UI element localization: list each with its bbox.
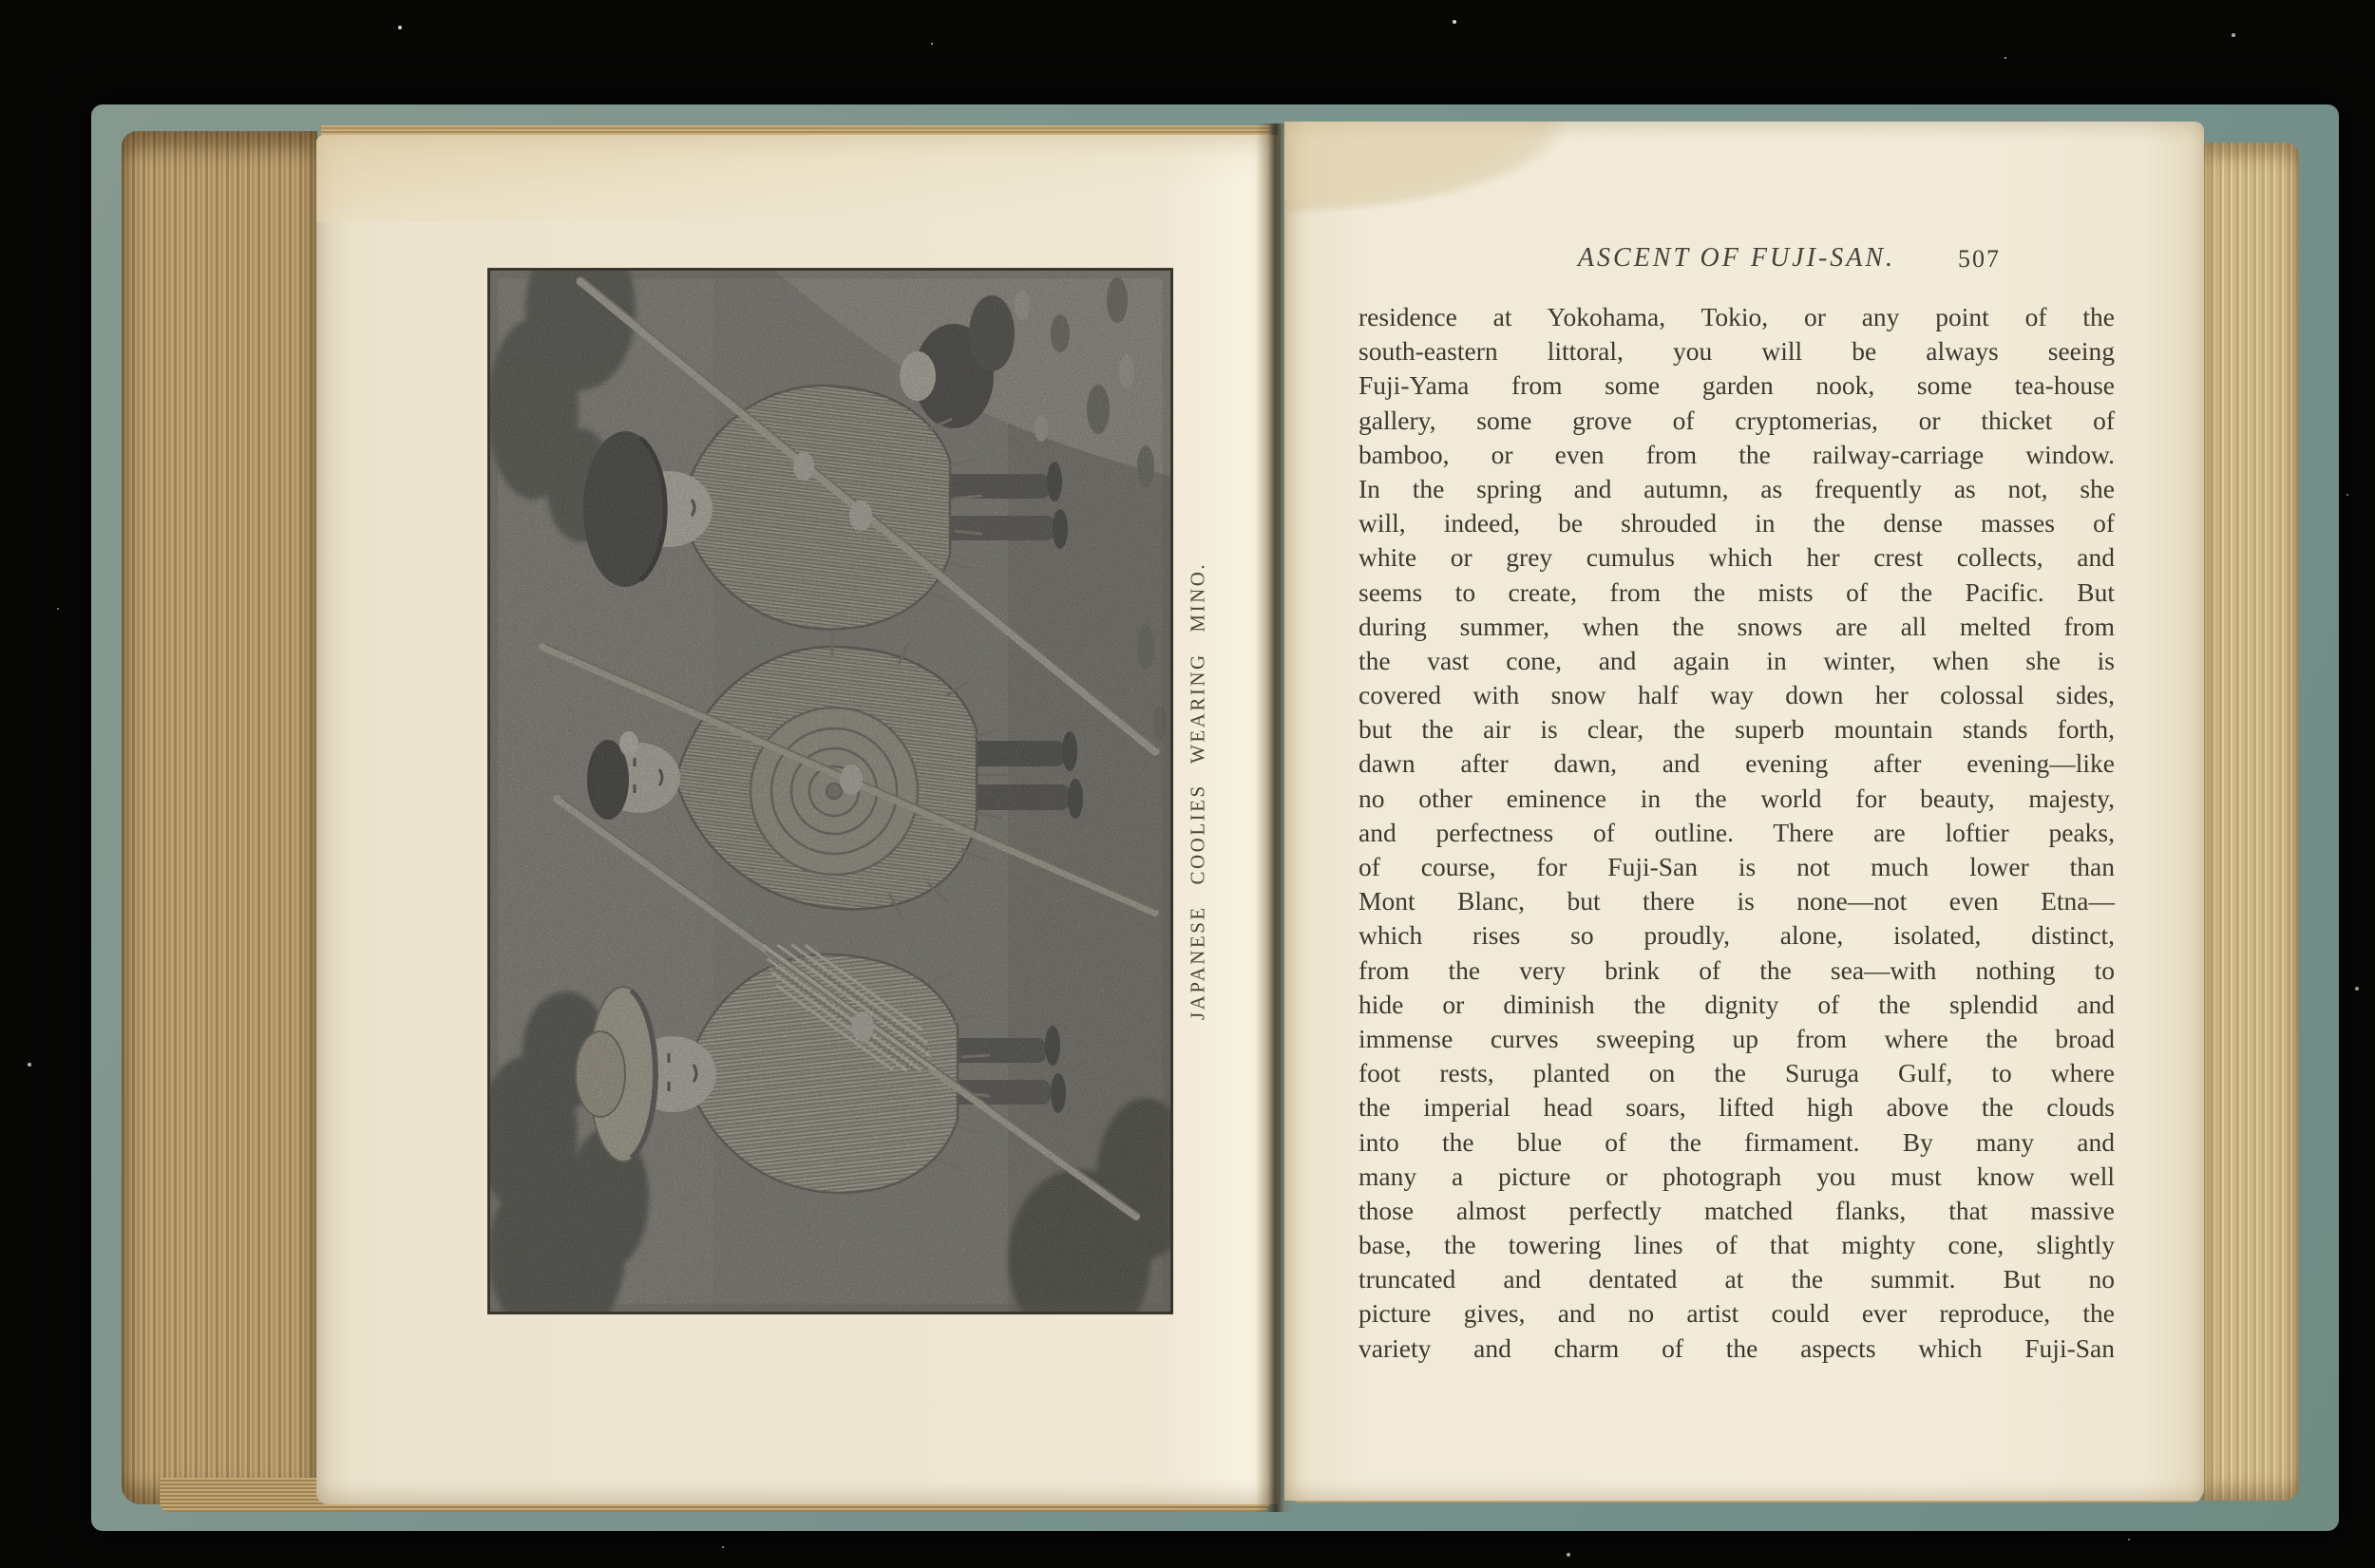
text-line: seems to create, from the mists of the Pacific. But [1358, 576, 2115, 607]
left-fore-edge-pages [122, 131, 317, 1504]
text-line: In the spring and autumn, as frequently as not, she [1358, 473, 2115, 503]
text-line: of course, for Fuji-San is not much lower than [1358, 852, 2115, 881]
running-header-title: ASCENT OF FUJI-SAN. [1577, 243, 1896, 273]
text-line: foot rests, planted on the Suruga Gulf, to where [1358, 1058, 2115, 1088]
text-line: picture gives, and no artist could ever reproduce, the [1358, 1298, 2115, 1329]
text-line: into the blue of the firmament. By many and [1358, 1126, 2115, 1157]
water-stain-right [1284, 122, 1607, 236]
right-page [1284, 122, 2204, 1501]
body-text [1358, 300, 2115, 1366]
water-stain [316, 135, 1278, 222]
text-line: bamboo, or even from the railway-carriage window. [1358, 439, 2115, 469]
left-page [316, 135, 1278, 1504]
text-line: many a picture or photograph you must know well [1358, 1161, 2115, 1191]
text-line: gallery, some grove of cryptomerias, or thicket of [1358, 405, 2115, 435]
text-line: immense curves sweeping up from where the broad [1358, 1023, 2115, 1053]
text-line: Mont Blanc, but there is none—not even Etna— [1358, 886, 2115, 916]
text-line: hide or diminish the dignity of the splendid and [1358, 989, 2115, 1019]
text-line: which rises so proudly, alone, isolated, distinct, [1358, 920, 2115, 951]
text-line: covered with snow half way down her colossal sides, [1358, 680, 2115, 710]
text-line: truncated and dentated at the summit. But no [1358, 1264, 2115, 1294]
rotated-photograph [490, 271, 1170, 1312]
text-line: base, the towering lines of that mighty cone, slightly [1358, 1230, 2115, 1260]
text-line: variety and charm of the aspects which Fuji-San [1358, 1332, 2115, 1363]
text-line: dawn after dawn, and evening after evening—like [1358, 748, 2115, 779]
text-line: during summer, when the snows are all melted from [1358, 611, 2115, 641]
text-line: from the very brink of the sea—with nothing to [1358, 954, 2115, 985]
text-line: will, indeed, be shrouded in the dense masses of [1358, 508, 2115, 538]
text-line: no other eminence in the world for beauty, majesty, [1358, 783, 2115, 813]
text-line: those almost perfectly matched flanks, that massive [1358, 1195, 2115, 1225]
running-head [1358, 243, 2115, 283]
right-fore-edge-pages [2202, 142, 2299, 1501]
text-line: the vast cone, and again in winter, when she is [1358, 645, 2115, 675]
text-line: white or grey cumulus which her crest collects, and [1358, 542, 2115, 573]
text-line: and perfectness of outline. There are loftier peaks, [1358, 817, 2115, 847]
text-line: the imperial head soars, lifted high above the clouds [1358, 1092, 2115, 1123]
text-line: but the air is clear, the superb mountain stands forth, [1358, 714, 2115, 745]
plate-caption: JAPANESE COOLIES WEARING MINO. [1186, 561, 1209, 1021]
text-line: Fuji-Yama from some garden nook, some tea-house [1358, 370, 2115, 401]
page-number: 507 [1958, 245, 2001, 273]
text-line: residence at Yokohama, Tokio, or any point of the [1358, 302, 2115, 331]
text-line: south-eastern littoral, you will be always seeing [1358, 336, 2115, 367]
coolies-photograph [490, 271, 1170, 1312]
dust-specks [0, 0, 2, 2]
plate-illustration-frame [487, 268, 1173, 1314]
